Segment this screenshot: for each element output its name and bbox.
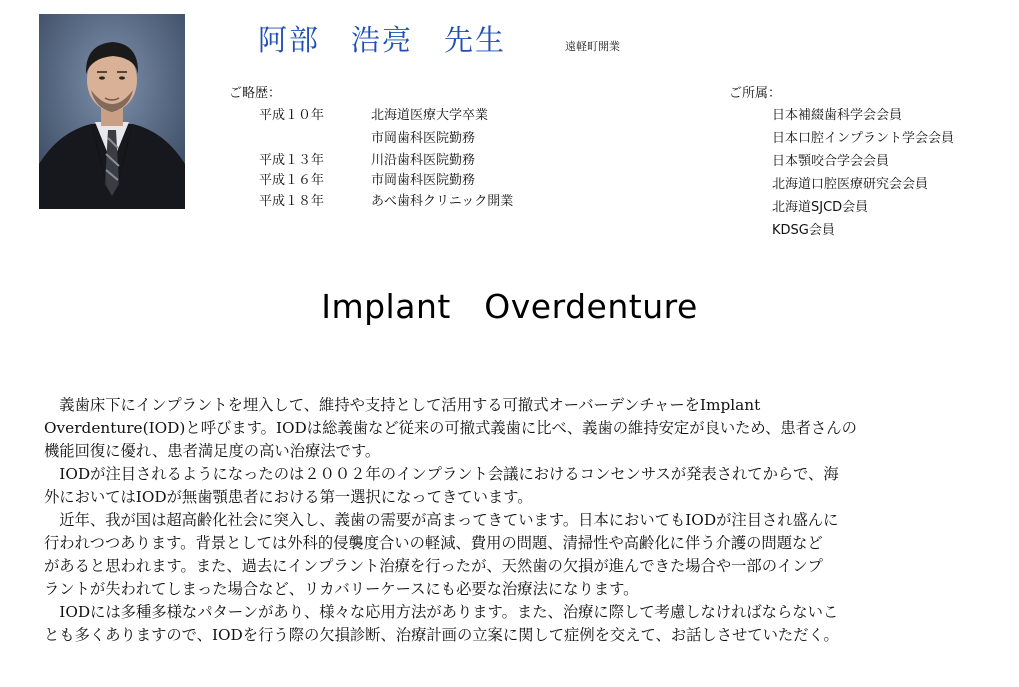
- career-year: 平成１６年: [259, 173, 325, 188]
- career-text: 市岡歯科医院勤務: [371, 131, 476, 146]
- speaker-photo: [39, 14, 185, 209]
- career-year: 平成１０年: [259, 108, 325, 123]
- abstract-line: Overdenture(IOD)と呼びます。IODは総義歯など従来の可撤式義歯に比べ、義歯の維持安定が良いため、患者さんの: [44, 419, 857, 437]
- career-year: 平成１８年: [259, 194, 325, 209]
- affiliation-item: 日本補綴歯科学会会員: [772, 108, 903, 123]
- abstract-line: ラントが失われてしまった場合など、リカバリーケースにも必要な治療法になります。: [44, 580, 639, 598]
- abstract-line: 義歯床下にインプラントを埋入して、維持や支持として活用する可撤式オーバーデンチャーをImplant: [44, 396, 761, 414]
- speaker-portrait-graphic: [39, 14, 185, 209]
- abstract-line: 行われつつあります。背景としては外科的侵襲度合いの軽減、費用の問題、清掃性や高齢化に伴う介護の問題など: [44, 534, 823, 552]
- career-text: あべ歯科クリニック開業: [371, 194, 514, 209]
- career-text: 川沿歯科医院勤務: [371, 153, 476, 168]
- career-text: 市岡歯科医院勤務: [371, 173, 476, 188]
- affiliation-item: 日本口腔インプラント学会会員: [772, 131, 955, 146]
- affiliation-item: 日本顎咬合学会会員: [772, 154, 890, 169]
- abstract-line: IODには多種多様なパターンがあり、様々な応用方法があります。また、治療に際して考慮しなければならないこ: [44, 603, 839, 621]
- abstract-line: 近年、我が国は超高齢化社会に突入し、義歯の需要が高まってきています。日本においてもIODが注目され盛んに: [44, 511, 839, 529]
- affiliation-item: 北海道口腔医療研究会会員: [772, 177, 929, 192]
- abstract-line: 機能回復に優れ、患者満足度の高い治療法です。: [44, 442, 381, 460]
- career-year: 平成１３年: [259, 153, 325, 168]
- abstract-line: とも多くありますので、IODを行う際の欠損診断、治療計画の立案に関して症例を交えて、お話しさせていただく。: [44, 626, 839, 644]
- speaker-name: 阿部 浩亮 先生: [258, 23, 507, 57]
- affiliations-label: ご所属：: [729, 86, 782, 101]
- affiliation-item: 北海道SJCD会員: [772, 200, 869, 215]
- affiliation-item: KDSG会員: [772, 223, 835, 238]
- lecture-title: Implant Overdenture: [321, 287, 698, 326]
- abstract-line: IODが注目されるようになったのは２００２年のインプラント会議におけるコンセンサスが発表されてからで、海: [44, 465, 839, 483]
- career-text: 北海道医療大学卒業: [371, 108, 489, 123]
- lecture-abstract: [44, 394, 984, 647]
- abstract-line: 外においてはIODが無歯顎患者における第一選択になってきています。: [44, 488, 533, 506]
- career-label: ご略歴：: [229, 86, 282, 101]
- abstract-line: があると思われます。また、過去にインプラント治療を行ったが、天然歯の欠損が進んできた場合や一部のインプ: [44, 557, 823, 575]
- clinic-location: 遠軽町開業: [565, 40, 620, 53]
